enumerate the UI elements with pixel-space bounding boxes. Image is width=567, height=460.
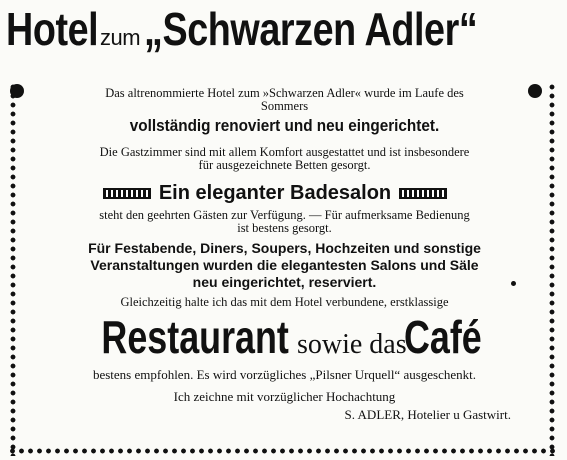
headline-hotel: Hotel [6,3,99,55]
bath-line-cont: ist bestens gesorgt. [237,221,332,235]
rooms-line-cont: für ausgezeichnete Betten gesorgt. [198,158,371,172]
ornament-dot-left [10,84,24,98]
banner-bar-right [399,188,447,199]
ink-dot [511,281,516,286]
bath-salon-banner [25,180,525,206]
banner-bar-left [103,188,151,199]
restaurant-word: Restaurant [101,311,289,363]
rooms-line: Die Gastzimmer sind mit allem Komfort ausgestattet und ist insbesondere [99,145,470,159]
events-line-3: neu eingerichtet, reserviert. [192,274,377,290]
bath-salon-heading: Ein eleganter Badesalon [158,181,392,204]
restaurant-intro: Gleichzeitig halte ich das mit dem Hotel verbundene, erstklassige [120,295,449,309]
events-line: Für Festabende, Diners, Soupers, Hochzeiten und sonstige [88,240,481,256]
headline-zum: zum [100,25,141,50]
border-right [547,82,557,456]
headline-hotel-name: „Schwarzen Adler“ [144,3,478,55]
border-left [8,82,18,456]
events-line-2: Veranstaltungen wurden die elegantesten Salons und Säle [90,257,479,273]
intro-line-cont: Sommers [260,99,309,113]
ad-body [30,0,539,460]
renovated-heading: vollständig renoviert und neu eingerichtet. [129,116,440,135]
regards-line: Ich zeichne mit vorzüglicher Hochachtung [173,389,396,404]
restaurant-cafe-heading [0,310,567,366]
cafe-word: Café [403,311,482,363]
sowie-das-words: sowie das [296,329,407,360]
intro-line: Das altrenommierte Hotel zum »Schwarzen Adler« wurde im Laufe des [105,86,464,100]
bath-line: steht den geehrten Gästen zur Verfügung. — Für aufmerksame Bedienung [99,208,470,222]
pilsner-line: bestens empfohlen. Es wird vorzügliches „Pilsner Urquell“ ausgeschenkt. [92,367,477,382]
signature: S. ADLER, Hotelier u Gastwirt. [344,407,511,422]
